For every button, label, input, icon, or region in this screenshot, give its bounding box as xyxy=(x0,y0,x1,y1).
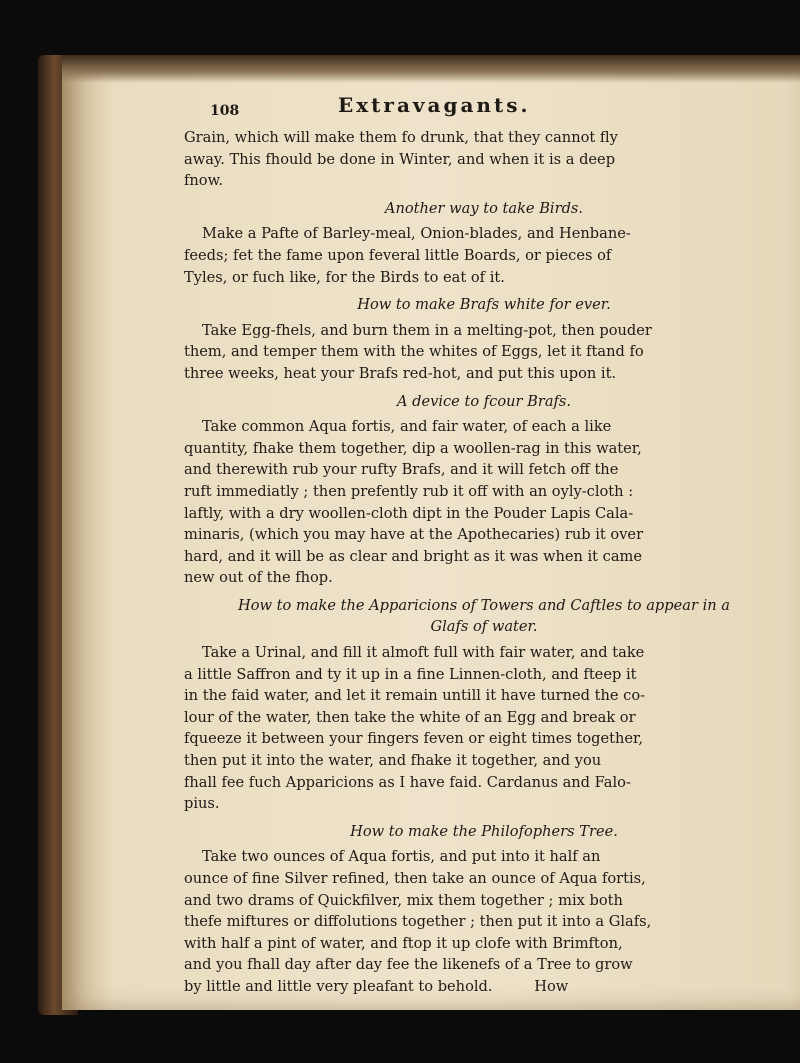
heading-take-birds: Another way to take Birds. xyxy=(384,199,584,217)
text-line: them, and temper them with the whites of Eggs, let it ftand fo xyxy=(184,343,644,361)
paragraph-brass-white xyxy=(184,320,784,385)
text-line: Take Egg-fhels, and burn them in a melting-pot, then pouder xyxy=(202,321,652,339)
text-line: pius. xyxy=(184,795,220,813)
text-line: with half a pint of water, and ftop it up clofe with Brimfton, xyxy=(184,934,623,952)
paragraph-take-birds xyxy=(184,223,784,288)
page-header xyxy=(184,95,784,127)
book-page xyxy=(62,55,800,1010)
text-line: Tyles, or fuch like, for the Birds to eat of it. xyxy=(184,268,505,286)
paragraph-apparicions xyxy=(184,642,784,815)
text-line: three weeks, heat your Brafs red-hot, and put this upon it. xyxy=(184,364,617,382)
text-line: Take a Urinal, and fill it almoft full with fair water, and take xyxy=(202,644,645,662)
text-line: and therewith rub your rufty Brafs, and it will fetch off the xyxy=(184,461,619,479)
heading-philosophers-tree: How to make the Philofophers Tree. xyxy=(350,822,618,840)
text-line: away. This fhould be done in Winter, and when it is a deep xyxy=(184,150,616,168)
text-line: by little and little very pleafant to behold. How xyxy=(184,977,569,995)
page-number: 108 xyxy=(210,103,240,119)
text-line: Grain, which will make them fo drunk, that they cannot fly xyxy=(184,129,618,146)
heading-brass-white: How to make Brafs white for ever. xyxy=(357,296,611,314)
text-line: ruft immediatly ; then prefently rub it off with an oyly-cloth : xyxy=(184,482,634,500)
page-content xyxy=(184,95,784,998)
text-line: and you fhall day after day fee the likenefs of a Tree to grow xyxy=(184,956,633,974)
paragraph-birds-drunk xyxy=(184,127,784,192)
text-line: minaris, (which you may have at the Apothecaries) rub it over xyxy=(184,526,644,544)
text-line: hard, and it will be as clear and bright as it was when it came xyxy=(184,547,643,565)
text-line: and two drams of Quickfilver, mix them together ; mix both xyxy=(184,891,623,909)
text-line: laftly, with a dry woollen-cloth dipt in the Pouder Lapis Cala- xyxy=(184,504,634,522)
text-line: a little Saffron and ty it up in a fine Linnen-cloth, and fteep it xyxy=(184,665,637,683)
text-line: new out of the fhop. xyxy=(184,569,333,587)
text-line: Take common Aqua fortis, and fair water, of each a like xyxy=(202,418,612,436)
text-line: Take two ounces of Aqua fortis, and put into it half an xyxy=(202,848,601,866)
text-line: feeds; fet the fame upon feveral little Boards, or pieces of xyxy=(184,246,612,264)
paragraph-scour-brass xyxy=(184,416,784,589)
paragraph-philosophers-tree xyxy=(184,846,784,997)
text-line: fqueeze it between your fingers feven or eight times together, xyxy=(184,730,644,748)
running-head: Extravagants. xyxy=(338,93,531,117)
text-line: quantity, fhake them together, dip a woollen-rag in this water, xyxy=(184,439,642,457)
heading-apparicions: How to make the Apparicions of Towers and Caftles to appear in a Glafs of water. xyxy=(238,596,730,636)
text-line: Make a Pafte of Barley-meal, Onion-blades, and Henbane- xyxy=(202,225,631,243)
page-top-shadow xyxy=(62,55,800,83)
text-line: lour of the water, then take the white of an Egg and break or xyxy=(184,708,636,726)
text-line: fhall fee fuch Apparicions as I have faid. Cardanus and Falo- xyxy=(184,773,631,791)
heading-scour-brass: A device to fcour Brafs. xyxy=(396,392,572,410)
text-line: fnow. xyxy=(184,172,223,190)
text-line: thefe miftures or diffolutions together ; then put it into a Glafs, xyxy=(184,913,652,931)
text-line: ounce of fine Silver refined, then take an ounce of Aqua fortis, xyxy=(184,870,646,887)
text-line: then put it into the water, and fhake it together, and you xyxy=(184,752,602,770)
text-line: in the faid water, and let it remain untill it have turned the co- xyxy=(184,687,646,705)
